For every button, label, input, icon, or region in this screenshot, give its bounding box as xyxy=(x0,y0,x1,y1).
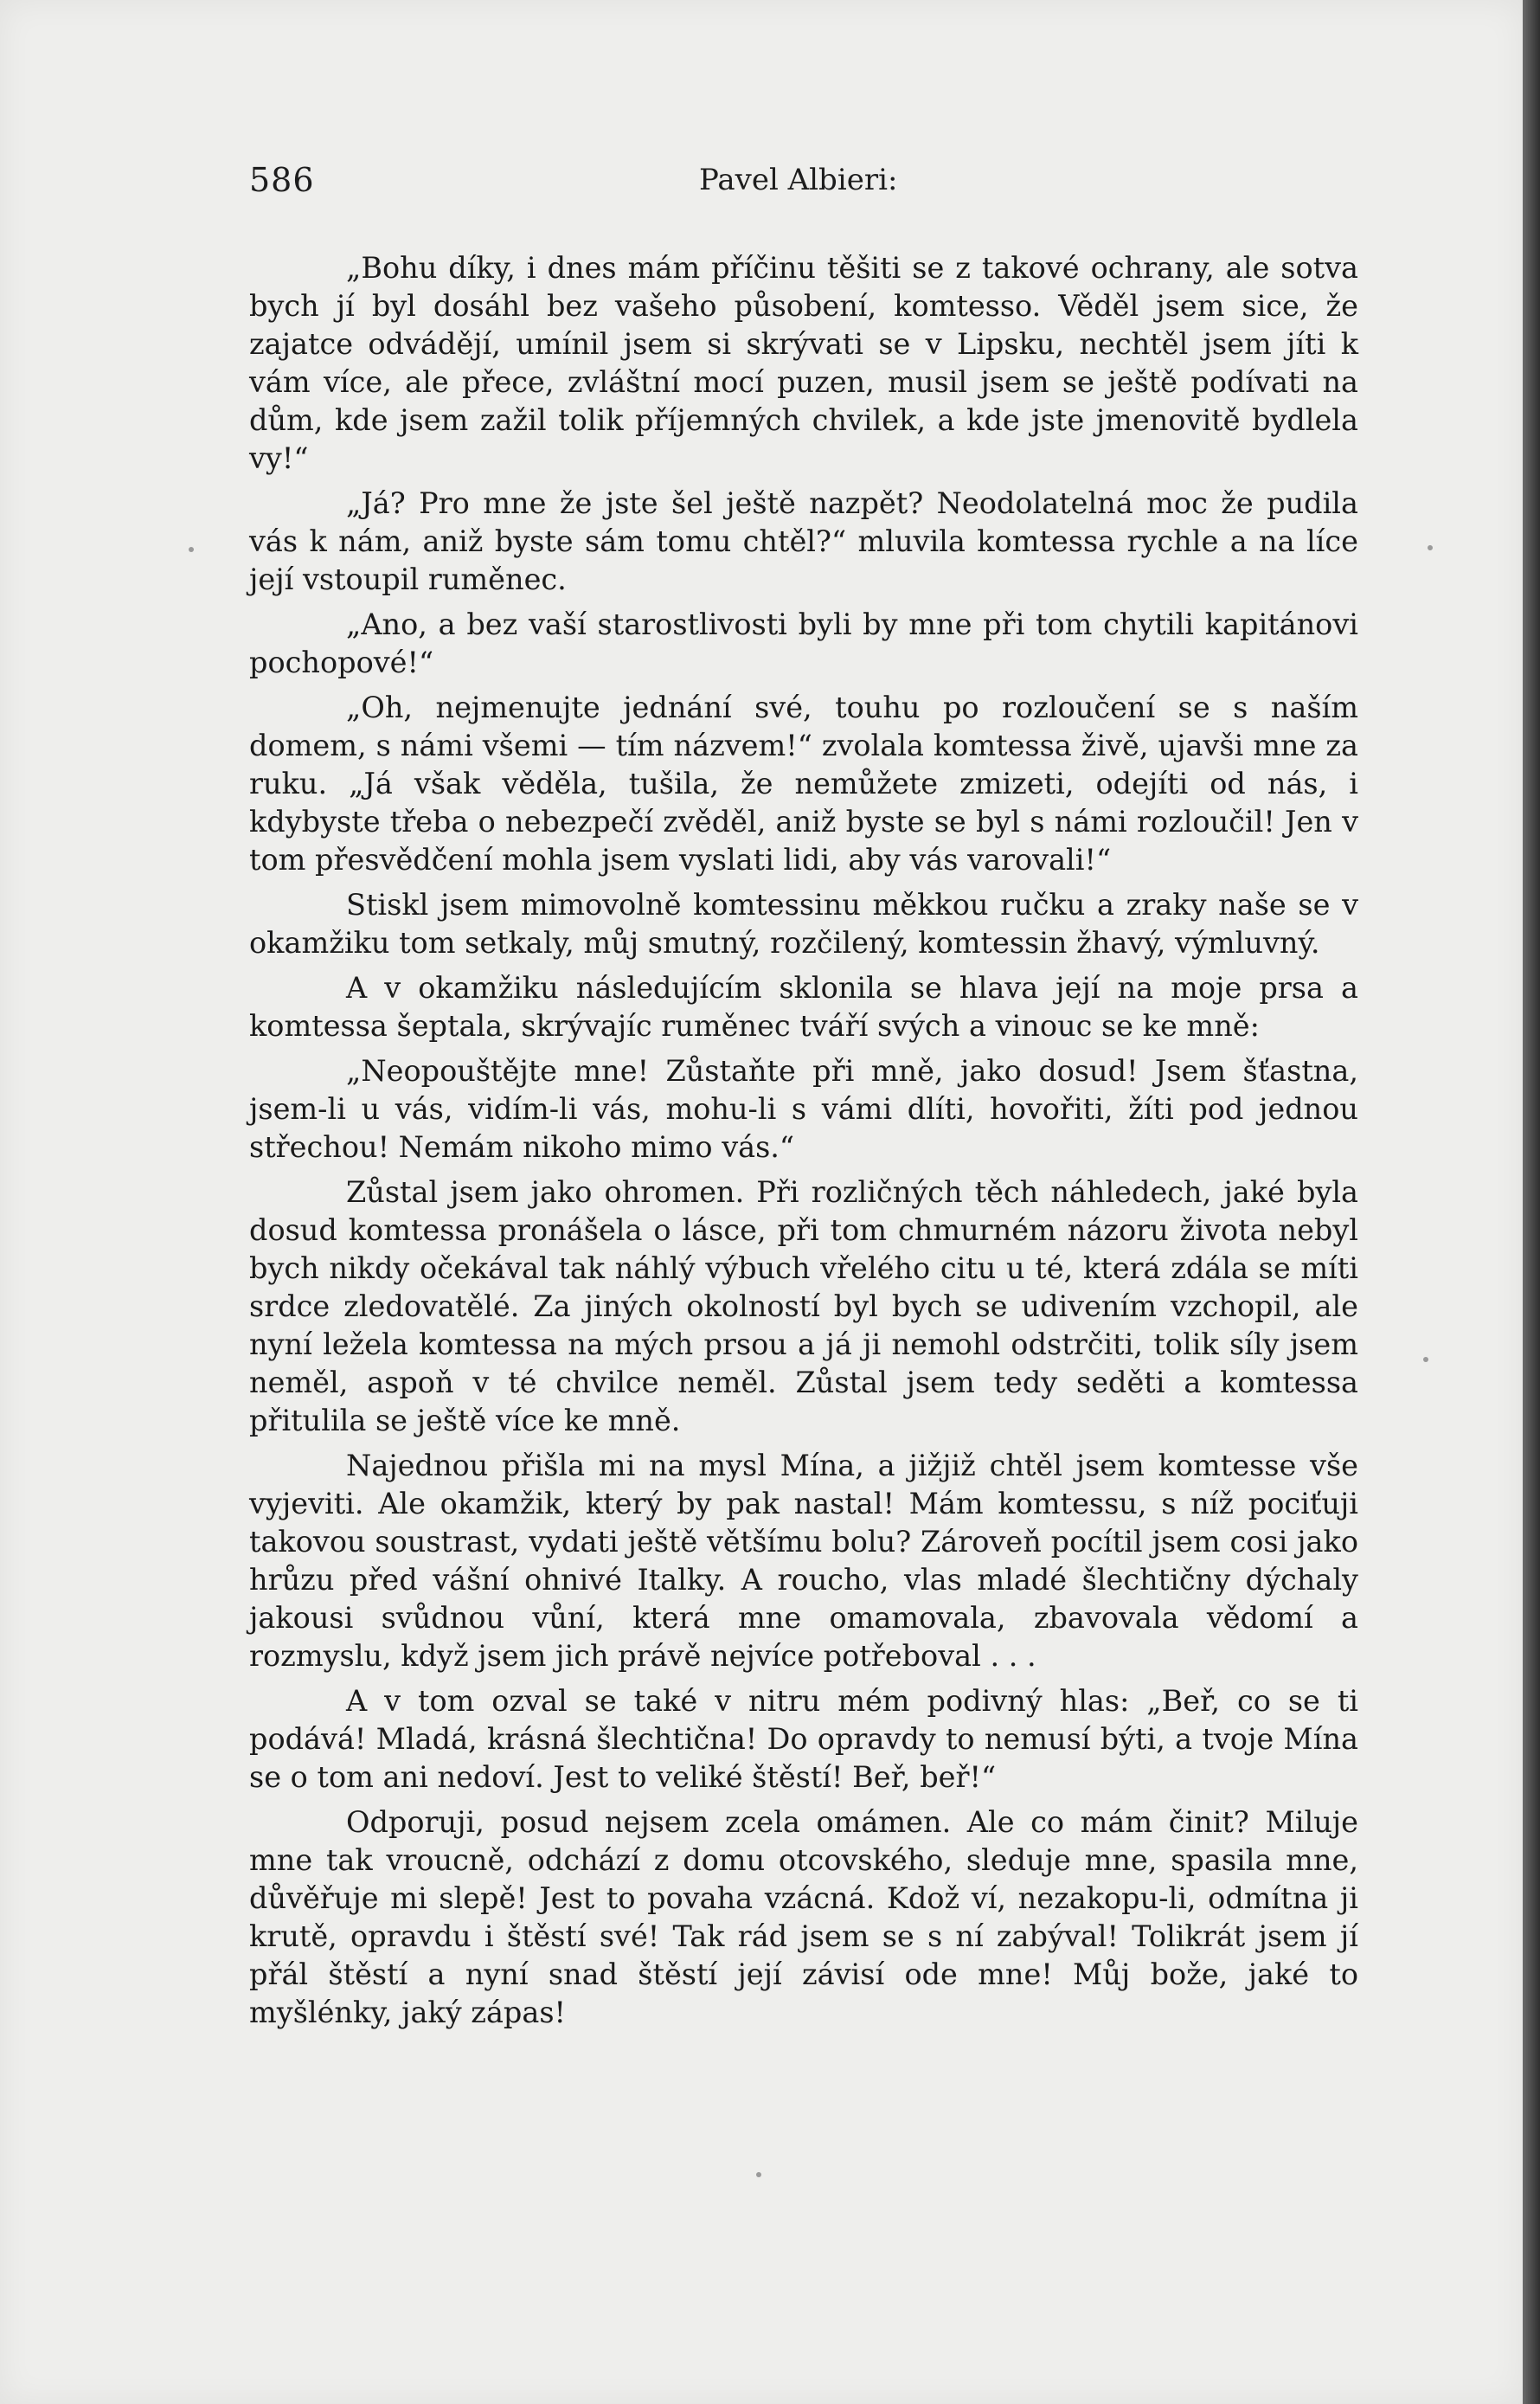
page-header xyxy=(249,161,1357,204)
page-number: 586 xyxy=(249,161,315,199)
paper-speck xyxy=(756,2172,761,2177)
page-edge-shadow xyxy=(1523,0,1540,2404)
paragraph: „Já? Pro mne že jste šel ještě nazpět? Neodolatelná moc že pudila vás k nám, aniž byste sám tomu chtěl?“ mluvila komtessa rychle a na líce její vstoupil ruměnec. xyxy=(249,486,1358,596)
paragraph: „Bohu díky, i dnes mám příčinu těšiti se z takové ochrany, ale sotva bych jí byl dosáhl bez vašeho působení, komtesso. Věděl jsem sice, že zajatce odvádějí, umínil jsem si skrývati se v Lipsku, nechtěl jsem jíti k vám více, ale přece, zvláštní mocí puzen, musil jsem se ještě podívati na dům, kde jsem zažil tolik příjemných chvilek, a kde jste jmenovitě bydlela vy!“ xyxy=(249,251,1358,475)
paper-speck xyxy=(1428,545,1433,550)
paragraph: „Neopouštějte mne! Zůstaňte při mně, jako dosud! Jsem šťastna, jsem-li u vás, vidím-li vás, mohu-li s vámi dlíti, hovořiti, žíti pod jednou střechou! Nemám nikoho mimo vás.“ xyxy=(249,1054,1358,1164)
paragraph: Stiskl jsem mimovolně komtessinu měkkou ručku a zraky naše se v okamžiku tom setkaly, můj smutný, rozčilený, komtessin žhavý, výmluvný. xyxy=(249,888,1358,960)
paragraph: „Ano, a bez vaší starostlivosti byli by mne při tom chytili kapitánovi pochopové!“ xyxy=(249,607,1358,679)
paper-speck xyxy=(1423,1357,1428,1362)
paragraph: Najednou přišla mi na mysl Mína, a jižjiž chtěl jsem komtesse vše vyjeviti. Ale okamžik, který by pak nastal! Mám komtessu, s níž pociťuji takovou soustrast, vydati ještě většímu bolu? Zároveň pocítil jsem cosi jako hrůzu před vášní ohnivé Italky. A roucho, vlas mladé šlechtičny dýchaly jakousi svůdnou vůní, která mne omamovala, zbavovala vědomí a rozmyslu, když jsem jich právě nejvíce potřeboval . . . xyxy=(249,1449,1358,1673)
running-title: Pavel Albieri: xyxy=(699,163,898,197)
paper-speck xyxy=(189,547,194,552)
paragraph: „Oh, nejmenujte jednání své, touhu po rozloučení se s naším domem, s námi všemi — tím názvem!“ zvolala komtessa živě, ujavši mne za ruku. „Já však věděla, tušila, že nemůžete zmizeti, odejíti od nás, i kdybyste třeba o nebezpečí zvěděl, aniž byste se byl s námi rozloučil! Jen v tom přesvědčení mohla jsem vyslati lidi, aby vás varovali!“ xyxy=(249,691,1358,877)
paragraph: A v tom ozval se také v nitru mém podivný hlas: „Beř, co se ti podává! Mladá, krásná šlechtična! Do opravdy to nemusí býti, a tvoje Mína se o tom ani nedoví. Jest to veliké štěstí! Beř, beř!“ xyxy=(249,1684,1358,1794)
paragraph: Zůstal jsem jako ohromen. Při rozličných těch náhledech, jaké byla dosud komtessa pronášela o lásce, při tom chmurném názoru života nebyl bych nikdy očekával tak náhlý výbuch vřelého citu u té, která zdála se míti srdce zledovatělé. Za jiných okolností byl bych se udivením vzchopil, ale nyní ležela komtessa na mých prsou a já ji nemohl odstrčiti, tolik síly jsem neměl, aspoň v té chvilce neměl. Zůstal jsem tedy seděti a komtessa přitulila se ještě více ke mně. xyxy=(249,1175,1358,1437)
paragraph: Odporuji, posud nejsem zcela omámen. Ale co mám činit? Miluje mne tak vroucně, odchází z domu otcovského, sleduje mne, spasila mne, důvěřuje mi slepě! Jest to povaha vzácná. Kdož ví, nezakopu-li, odmítna ji krutě, opravdu i štěstí své! Tak rád jsem se s ní zabýval! Tolikrát jsem jí přál štěstí a nyní snad štěstí její závisí ode mne! Můj bože, jaké to myšlénky, jaký zápas! xyxy=(249,1805,1358,2029)
paragraph: A v okamžiku následujícím sklonila se hlava její na moje prsa a komtessa šeptala, skrývajíc ruměnec tváří svých a vinouc se ke mně: xyxy=(249,971,1358,1043)
body-text xyxy=(249,249,1358,2039)
